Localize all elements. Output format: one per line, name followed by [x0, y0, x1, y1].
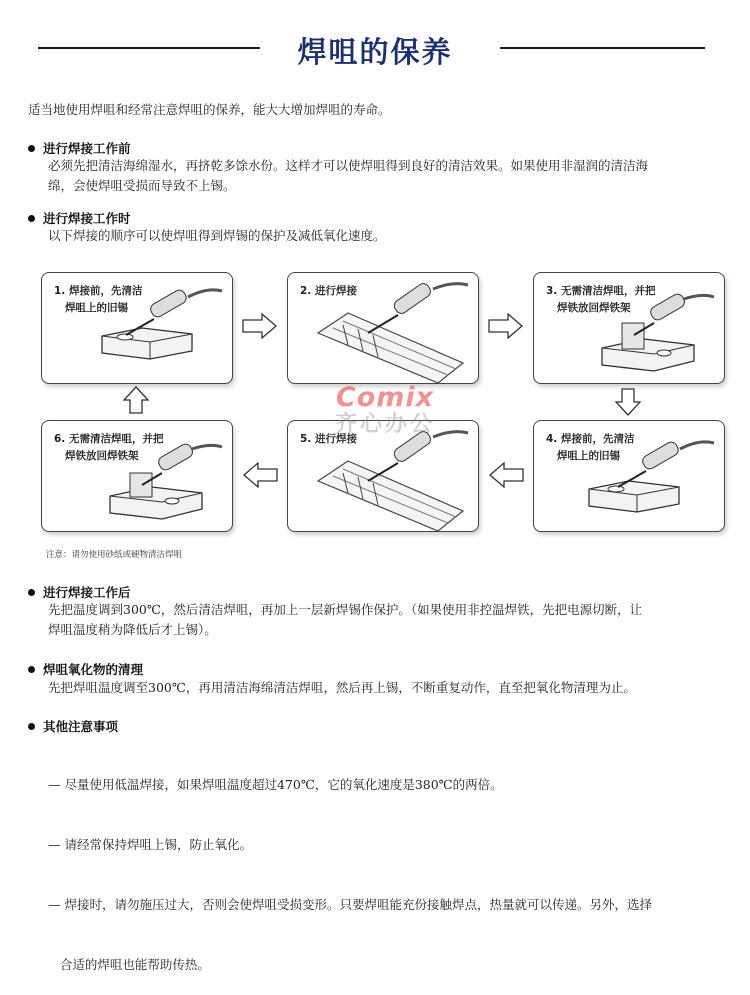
section-heading-during: 进行焊接工作时 [28, 209, 131, 227]
arrow-left-icon [242, 462, 278, 488]
step-label: 3. 无需清洁焊咀，并把 焊铁放回焊铁架 [546, 285, 656, 314]
arrow-right-icon [242, 313, 278, 339]
bullet-icon [28, 589, 35, 596]
arrow-up-icon [123, 386, 149, 414]
section-body-oxide: 先把焊咀温度调至300℃，再用清洁海绵清洁焊咀，然后再上锡，不断重复动作，直至把氧化物清理为止。 [48, 680, 636, 695]
step-card-6 [41, 420, 233, 532]
arrow-left-icon [488, 462, 524, 488]
bullet-icon [28, 723, 35, 730]
note-item: — 焊接时，请勿施压过大，否则会使焊咀受损变形。只要焊咀能充份接触焊点，热量就可以传递。另外，选择 [48, 897, 652, 912]
step-label: 5. 进行焊接 [300, 433, 357, 445]
watermark-subtitle: 齐心办公 [334, 412, 435, 437]
step-label: 4. 焊接前，先清洁 焊咀上的旧锡 [546, 433, 635, 462]
bullet-icon [28, 666, 35, 673]
section-body-after: 先把温度调到300℃，然后清洁焊咀，再加上一层新焊锡作保护。（如果使用非控温焊铁，先把电源切断，让 焊咀温度稍为降低后才上锡）。 [48, 602, 643, 637]
note-item: — 请经常保持焊咀上锡，防止氧化。 [48, 837, 252, 852]
step-card-4 [533, 420, 725, 532]
section-heading-after: 进行焊接工作后 [28, 583, 131, 601]
section-heading-before: 进行焊接工作前 [28, 139, 131, 157]
intro-text: 适当地使用焊咀和经常注意焊咀的保养，能大大增加焊咀的寿命。 [28, 102, 391, 117]
section-heading-oxide: 焊咀氧化物的清理 [28, 660, 143, 678]
section-body-other [48, 735, 720, 995]
step-label: 6. 无需清洁焊咀，并把 焊铁放回焊铁架 [54, 433, 164, 462]
step-card-3 [533, 272, 725, 384]
section-body-during: 以下焊接的顺序可以使焊咀得到焊锡的保护及减低氧化速度。 [48, 228, 386, 243]
diagram-note: 注意：请勿使用砂纸或硬物清洁焊咀 [46, 550, 183, 560]
note-item: — 尽量使用低温焊接，如果焊咀温度超过470℃，它的氧化速度是380℃的两倍。 [48, 777, 503, 792]
watermark-logo [300, 382, 470, 438]
arrow-down-icon [615, 388, 641, 416]
bullet-icon [28, 215, 35, 222]
section-body-before: 必须先把清洁海绵湿水，再挤乾多馀水份。这样才可以使焊咀得到良好的清洁效果。如果使用非湿润的清洁海 绵，会使焊咀受损而导致不上锡。 [48, 158, 649, 193]
watermark-brand: Comix [335, 382, 435, 413]
bullet-icon [28, 145, 35, 152]
section-heading-other: 其他注意事项 [28, 717, 118, 735]
note-item: 合适的焊咀也能帮助传热。 [48, 957, 210, 972]
step-card-1 [41, 272, 233, 384]
step-label: 2. 进行焊接 [300, 285, 357, 297]
step-card-2 [287, 272, 479, 384]
step-label: 1. 焊接前，先清洁 焊咀上的旧锡 [54, 285, 143, 314]
arrow-right-icon [488, 313, 524, 339]
page-title: 焊咀的保养 [297, 35, 453, 69]
